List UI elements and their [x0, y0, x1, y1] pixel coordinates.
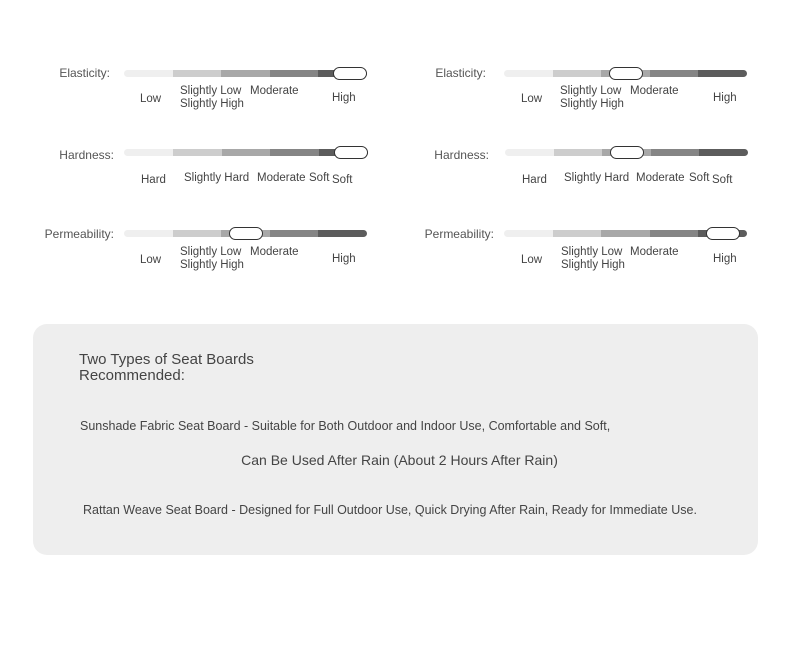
rating-permeability-right [395, 222, 790, 282]
tick-label: Moderate [257, 172, 306, 184]
rating-knob[interactable] [610, 146, 644, 159]
panel-line-rattan: Rattan Weave Seat Board - Designed for Full Outdoor Use, Quick Drying After Rain, Ready for Immediate Use. [83, 503, 697, 517]
tick-label: Soft [712, 174, 733, 186]
rating-knob[interactable] [706, 227, 740, 240]
rating-label: Permeability: [424, 227, 494, 241]
tick-label: Slightly High [180, 259, 244, 271]
rating-knob[interactable] [229, 227, 263, 240]
tick-label: Slightly Hard [564, 172, 630, 184]
tick-label: Moderate [630, 85, 679, 97]
rating-elasticity-right [395, 60, 790, 120]
tick-label: Hard [522, 174, 547, 186]
seat-board-panel [33, 324, 758, 555]
rating-knob[interactable] [609, 67, 643, 80]
panel-line-fabric: Sunshade Fabric Seat Board - Suitable for Both Outdoor and Indoor Use, Comfortable and Soft, [80, 419, 611, 433]
tick-label: Low [521, 254, 543, 266]
rating-label: Elasticity: [435, 66, 486, 80]
rating-knob[interactable] [334, 146, 368, 159]
tick-label: Slightly Low [180, 246, 242, 258]
tick-label: Slightly Hard [184, 172, 250, 184]
tick-label: High [332, 92, 356, 104]
tick-label: Moderate [630, 246, 679, 258]
tick-label: Moderate [250, 246, 299, 258]
rating-label: Elasticity: [59, 66, 110, 80]
rating-label: Hardness: [59, 148, 114, 162]
tick-label: Soft [689, 172, 710, 184]
rating-bar [124, 149, 368, 156]
rating-hardness-right [395, 142, 790, 202]
tick-label: Moderate [636, 172, 685, 184]
rating-hardness-left [0, 142, 395, 202]
rating-permeability-left [0, 222, 395, 282]
tick-label: Slightly High [561, 259, 625, 271]
rating-elasticity-left [0, 60, 395, 120]
panel-title: Two Types of Seat Boards Recommended: [79, 351, 254, 384]
tick-label: Slightly High [560, 98, 624, 110]
rating-label: Permeability: [44, 227, 114, 241]
tick-label: Low [140, 93, 162, 105]
tick-label: Slightly Low [560, 85, 622, 97]
tick-label: High [332, 253, 356, 265]
tick-label: Moderate [250, 85, 299, 97]
rating-bar [124, 70, 367, 77]
tick-label: Low [140, 254, 162, 266]
tick-label: High [713, 92, 737, 104]
tick-label: Soft [332, 174, 353, 186]
panel-line-rain: Can Be Used After Rain (About 2 Hours After Rain) [241, 452, 558, 468]
rating-label: Hardness: [434, 148, 489, 162]
tick-label: Soft [309, 172, 330, 184]
tick-label: Hard [141, 174, 166, 186]
rating-knob[interactable] [333, 67, 367, 80]
tick-label: Slightly Low [180, 85, 242, 97]
tick-label: Slightly Low [561, 246, 623, 258]
tick-label: High [713, 253, 737, 265]
tick-label: Slightly High [180, 98, 244, 110]
tick-label: Low [521, 93, 543, 105]
